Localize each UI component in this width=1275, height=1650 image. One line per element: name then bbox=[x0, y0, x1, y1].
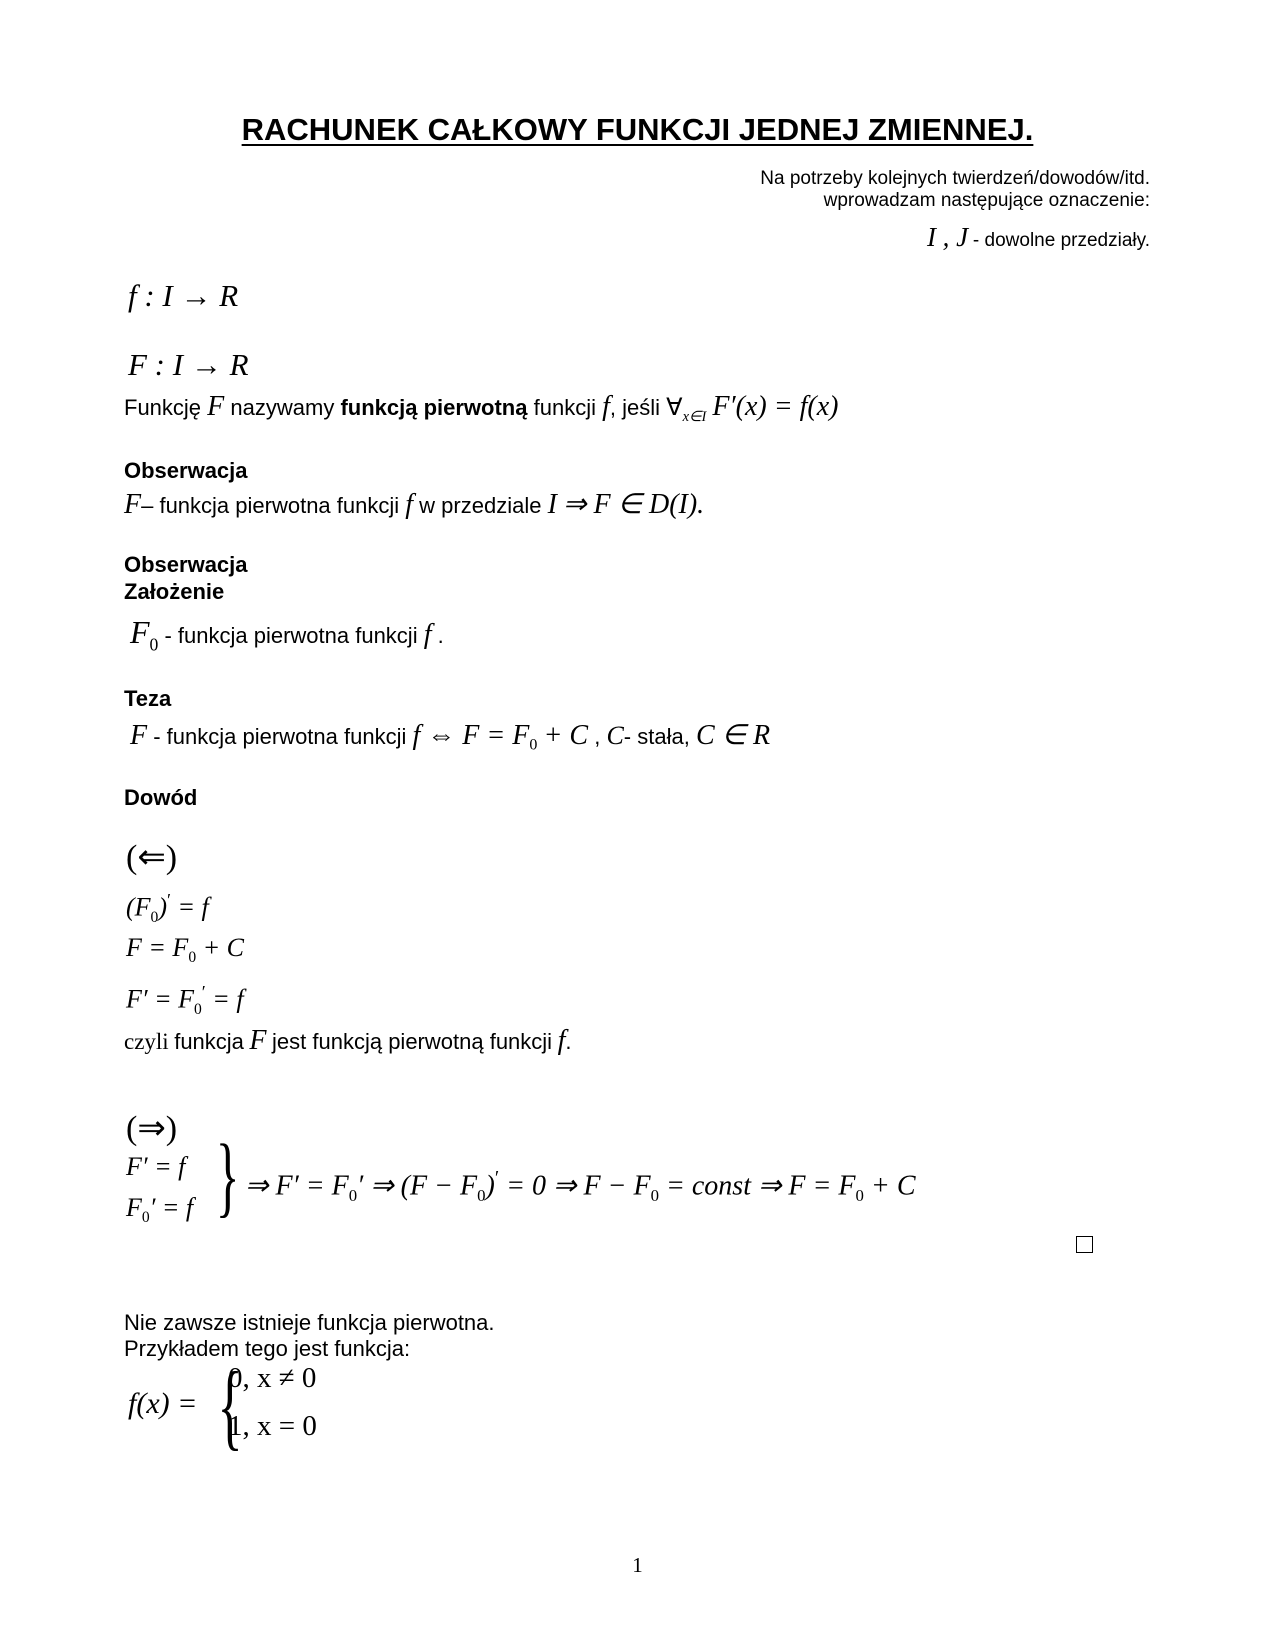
assumption-line: $F_0$ - funkcja pierwotna funkcji f . bbox=[130, 614, 444, 655]
note-line-1: Na potrzeby kolejnych twierdzeń/dowodów/itd. bbox=[760, 168, 1150, 189]
opening-brace: { bbox=[217, 1352, 243, 1459]
proof-left-arrow: (⇐) bbox=[126, 839, 178, 876]
definition-bold: funkcją pierwotną bbox=[340, 395, 528, 420]
assumption-heading: Założenie bbox=[124, 579, 225, 604]
formula-F-map: F : I → R bbox=[128, 347, 249, 382]
assumption-dot: . bbox=[437, 623, 444, 648]
definition-if: , jeśli bbox=[609, 395, 661, 420]
conclusion-dot: . bbox=[565, 1029, 572, 1054]
note-line-2: wprowadzam następujące oznaczenie: bbox=[823, 190, 1150, 211]
formula-f-map: f : I → R bbox=[128, 278, 239, 313]
thesis-line: F - funkcja pierwotna funkcji f ⇔ $F = F_0 + C$ , C- stała, C ∈ R bbox=[130, 720, 771, 754]
definition-mid: nazywamy bbox=[230, 395, 335, 420]
definition-post: funkcji bbox=[533, 395, 596, 420]
conclusion-var-f: f bbox=[557, 1025, 566, 1056]
thesis-var-C: C bbox=[606, 721, 624, 750]
proof-right-arrow: (⇒) bbox=[126, 1110, 178, 1147]
conclusion-mid: jest funkcją pierwotną funkcji bbox=[272, 1029, 553, 1054]
proof-implication-chain: ⇒ $F' = F_0'$ ⇒ $(F - F_0)' = 0$ ⇒ $F - F_0$ = const ⇒ $F = F_0 + C$ bbox=[245, 1168, 916, 1205]
definition-formula: F′(x) = f(x) bbox=[712, 391, 839, 422]
thesis-formula-start: f ⇔ F = F bbox=[412, 720, 530, 751]
proof-heading: Dowód bbox=[124, 785, 198, 810]
thesis-heading: Teza bbox=[124, 686, 172, 711]
obs1-line bbox=[124, 487, 704, 521]
conclusion-pre-rest: funkcja bbox=[174, 1029, 244, 1054]
note-symbols: I , J bbox=[926, 222, 969, 252]
qed-square-icon bbox=[1076, 1236, 1093, 1253]
closing-brace: } bbox=[215, 1127, 240, 1226]
obs1-formula: ⇒ F ∈ D(I). bbox=[563, 489, 705, 520]
example-case-1: 0, x ≠ 0 bbox=[228, 1362, 317, 1394]
conclusion-var-F: F bbox=[249, 1025, 267, 1056]
note-text: - dowolne przedziały. bbox=[972, 230, 1150, 251]
definition-var-F: F bbox=[207, 391, 225, 422]
example-f-of-x: f(x) = bbox=[128, 1387, 198, 1420]
obs1-var-I: I bbox=[547, 489, 557, 520]
thesis-formula-end: + C bbox=[543, 720, 589, 751]
definition-line: Funkcję F nazywamy funkcją pierwotną funkcji f, jeśli $\forall_{x\in I}$ F′(x) = f(x) bbox=[124, 391, 839, 425]
example-line-2: Przykładem tego jest funkcja: bbox=[124, 1336, 411, 1361]
const-formula: C ∈ R bbox=[695, 720, 771, 751]
proof-eq-2: $F = F_0 + C$ bbox=[126, 933, 244, 967]
thesis-var-F: F bbox=[130, 720, 148, 751]
obs1-text: – funkcja pierwotna funkcji bbox=[141, 493, 400, 518]
thesis-text: - funkcja pierwotna funkcji bbox=[153, 724, 407, 749]
obs1-heading: Obserwacja bbox=[124, 458, 248, 483]
definition-pre: Funkcję bbox=[124, 395, 202, 420]
example-line-1: Nie zawsze istnieje funkcja pierwotna. bbox=[124, 1310, 495, 1335]
proof-system-eq-1: F′ = f bbox=[126, 1152, 186, 1181]
page-title: RACHUNEK CAŁKOWY FUNKCJI JEDNEJ ZMIENNEJ. bbox=[241, 112, 1034, 147]
assumption-var-f: f bbox=[423, 619, 432, 650]
obs1-text2: w przedziale bbox=[419, 493, 542, 518]
proof-eq-1: $(F_0)' = f$ bbox=[126, 890, 209, 926]
proof-eq-3: $F' = F_0' = f$ bbox=[126, 982, 244, 1018]
obs1-var-F: F bbox=[124, 489, 142, 520]
example-case-2: 1, x = 0 bbox=[228, 1410, 317, 1442]
note-line-3 bbox=[927, 222, 1150, 253]
obs2-heading: Obserwacja bbox=[124, 552, 248, 577]
proof-conclusion: czyli funkcja F jest funkcją pierwotną funkcji f. bbox=[124, 1025, 572, 1056]
thesis-comma: , bbox=[594, 724, 601, 749]
proof-system-eq-2: $F_0' = f$ bbox=[126, 1193, 194, 1227]
page-number: 1 bbox=[632, 1553, 643, 1577]
definition-var-f: f bbox=[602, 391, 610, 422]
obs1-var-f: f bbox=[405, 489, 414, 520]
const-text: - stała, bbox=[623, 724, 690, 749]
assumption-text: - funkcja pierwotna funkcji bbox=[164, 623, 418, 648]
